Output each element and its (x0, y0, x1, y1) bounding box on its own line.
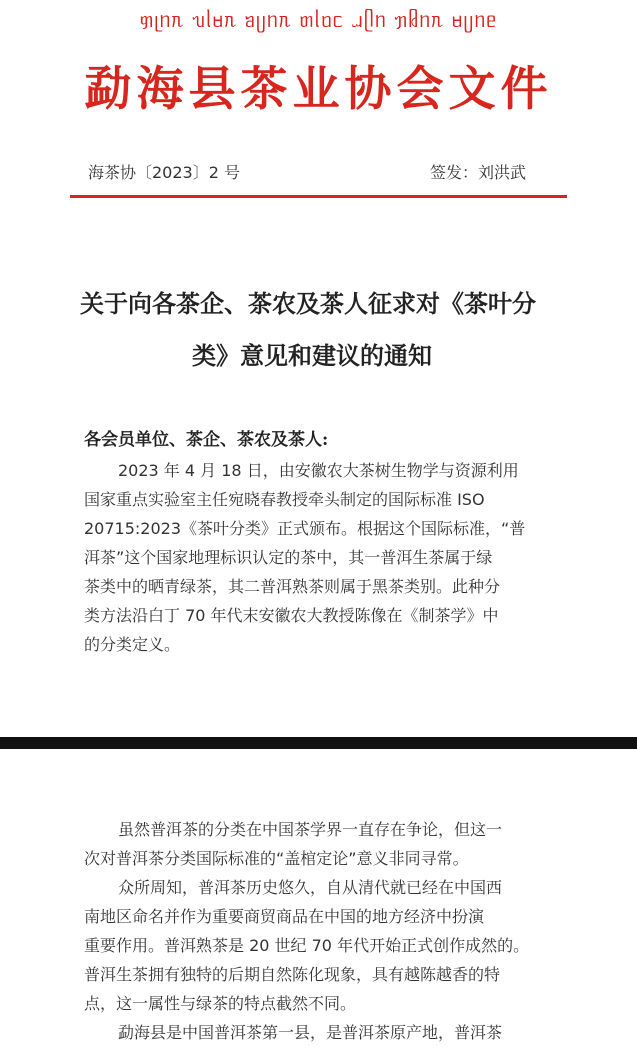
paragraph-4 (84, 1018, 584, 1047)
paragraph-line: 勐海县是中国普洱茶第一县，是普洱茶原产地，普洱茶 (118, 1023, 503, 1042)
document-number: 海茶协〔2023〕2 号 (88, 163, 240, 182)
page-divider (0, 737, 637, 749)
paragraph-line: 普洱生茶拥有独特的后期自然陈化现象，具有越陈越香的特 (84, 965, 501, 984)
paragraph-2 (84, 815, 584, 873)
paragraph-line: 虽然普洱茶的分类在中国茶学界一直存在争论，但这一 (118, 820, 503, 839)
notice-title-line-2: 类》意见和建议的通知 (192, 341, 432, 370)
paragraph-1 (84, 456, 584, 659)
issuer-signature: 签发：刘洪武 (430, 163, 527, 182)
paragraph-line: 茶类中的晒青绿茶，其二普洱熟茶则属于黑茶类别。此种分 (84, 577, 501, 596)
notice-title-line-1: 关于向各茶企、茶农及茶人征求对《茶叶分 (80, 289, 536, 318)
dai-script-header: ᥞᥨᥒᥰ ᥔᥣᥛᥰ ᥑᥩᥒᥰ ᥖᥣᥝᥴ ᥘᥫᥒ ᥟᥤᥒᥰ ᥛᥩᥒᥱ (139, 8, 498, 32)
paragraph-line: 的分类定义。 (84, 635, 181, 654)
paragraph-line: 众所周知，普洱茶历史悠久，自从清代就已经在中国西 (118, 878, 503, 897)
paragraph-line: 点，这一属性与绿茶的特点截然不同。 (84, 994, 357, 1013)
paragraph-line: 洱茶”这个国家地理标识认定的茶中，其一普洱生茶属于绿 (84, 548, 493, 567)
org-title: 勐海县茶业协会文件 (84, 62, 553, 117)
paragraph-3 (84, 873, 584, 1018)
paragraph-line: 南地区命名并作为重要商贸商品在中国的地方经济中扮演 (84, 907, 485, 926)
paragraph-line: 次对普洱茶分类国际标准的“盖棺定论”意义非同寻常。 (84, 849, 469, 868)
salutation: 各会员单位、茶企、茶农及茶人: (84, 430, 329, 450)
paragraph-line: 国家重点实验室主任宛晓春教授牵头制定的国际标准 ISO (84, 490, 485, 509)
paragraph-line: 重要作用。普洱熟茶是 20 世纪 70 年代开始正式创作成然的。 (84, 936, 530, 955)
paragraph-line: 20715:2023《茶叶分类》正式颁布。根据这个国际标准，“普 (84, 519, 526, 538)
red-header-rule (70, 195, 567, 198)
paragraph-line: 类方法沿白丁 70 年代末安徽农大教授陈像在《制茶学》中 (84, 606, 499, 625)
paragraph-line: 2023 年 4 月 18 日，由安徽农大茶树生物学与资源利用 (118, 461, 519, 480)
notice-title (80, 278, 560, 382)
